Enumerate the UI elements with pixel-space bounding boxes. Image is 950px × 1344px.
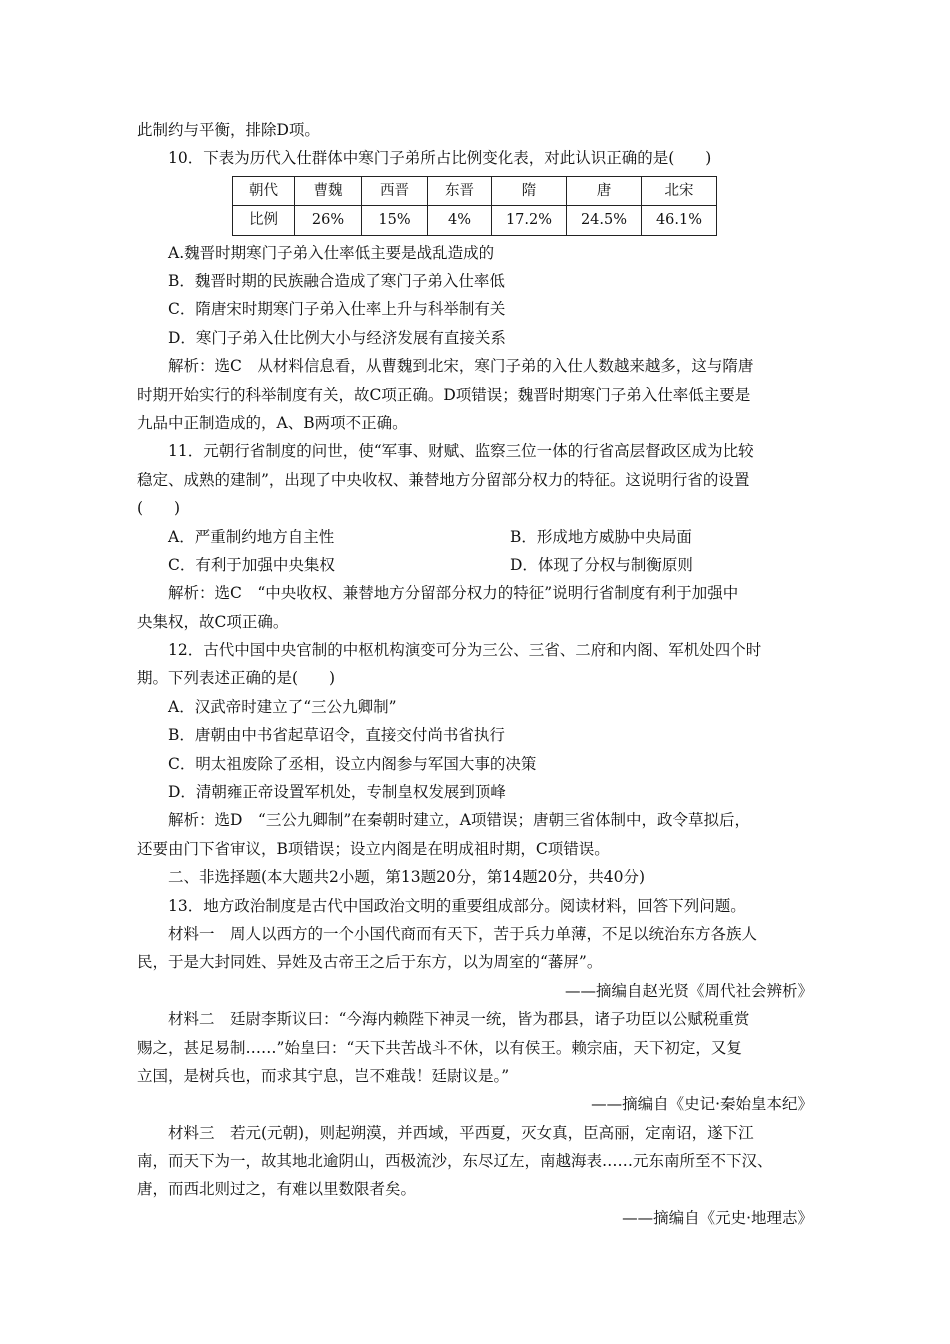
option-a: A.魏晋时期寒门子弟入仕率低主要是战乱造成的 <box>168 243 495 262</box>
option-b: B．形成地方威胁中央局面 <box>510 527 692 546</box>
table-header-row <box>233 176 717 205</box>
option-c: C．明太祖废除了丞相，设立内阁参与军国大事的决策 <box>168 754 537 773</box>
section-heading: 二、非选择题(本大题共2小题，第13题20分，第14题20分，共40分) <box>168 868 646 887</box>
table-cell: 东晋 <box>428 176 492 205</box>
table-cell: 24.5% <box>567 206 642 235</box>
material-source: ——摘编自赵光贤《周代社会辨析》 <box>564 981 813 1000</box>
question-12-stem: 期。下列表述正确的是( ) <box>137 669 336 688</box>
question-11-stem: 稳定、成熟的建制”，出现了中央收权、兼替地方分留部分权力的特征。这说明行省的设置 <box>137 470 750 489</box>
option-row <box>137 523 813 551</box>
material-one: 民，于是大封同姓、异姓及古帝王之后于东方，以为周室的“蕃屏”。 <box>137 953 603 972</box>
material-two: 立国，是树兵也，而求其宁息，岂不难哉！廷尉议是。” <box>137 1066 510 1085</box>
question-11-stem: ( ) <box>137 499 181 518</box>
option-c: C．有利于加强中央集权 <box>168 555 335 574</box>
material-two: 材料二 廷尉李斯议曰：“今海内赖陛下神灵一统，皆为郡县，诸子功臣以公赋税重赏 <box>168 1010 750 1029</box>
option-d: D．体现了分权与制衡原则 <box>510 555 693 574</box>
option-b: B．唐朝由中书省起草诏令，直接交付尚书省执行 <box>168 726 505 745</box>
question-10-stem: 10．下表为历代入仕群体中寒门子弟所占比例变化表，对此认识正确的是( ) <box>168 149 712 168</box>
material-three: 材料三 若元(元朝)，则起朔漠，并西域，平西夏，灭女真，臣高丽，定南诏，遂下江 <box>168 1123 754 1142</box>
material-three: 南，而天下为一，故其地北逾阴山，西极流沙，东尽辽左，南越海表……元东南所至不下汉、 <box>137 1152 773 1171</box>
option-a: A．严重制约地方自主性 <box>168 527 335 546</box>
answer-explanation: 解析：选C “中央收权、兼替地方分留部分权力的特征”说明行省制度有利于加强中 <box>168 584 739 603</box>
answer-explanation: 解析：选C 从材料信息看，从曹魏到北宋，寒门子弟的入仕人数越来越多，这与隋唐 <box>168 357 754 376</box>
document-body <box>137 116 813 1232</box>
answer-explanation: 还要由门下省审议，B项错误；设立内阁是在明成祖时期，C项错误。 <box>137 839 610 858</box>
option-row <box>137 551 813 579</box>
question-11-stem: 11．元朝行省制度的问世，使“军事、财赋、监察三位一体的行省高层督政区成为比较 <box>168 442 754 461</box>
dynasty-ratio-table <box>232 176 717 236</box>
table-cell: 唐 <box>567 176 642 205</box>
table-cell: 北宋 <box>642 176 717 205</box>
material-one: 材料一 周人以西方的一个小国代商而有天下，苦于兵力单薄，不足以统治东方各族人 <box>168 924 758 943</box>
option-b: B．魏晋时期的民族融合造成了寒门子弟入仕率低 <box>168 271 505 290</box>
material-three: 唐，而西北则过之，有难以里数限者矣。 <box>137 1180 417 1199</box>
option-c: C．隋唐宋时期寒门子弟入仕率上升与科举制有关 <box>168 300 506 319</box>
answer-explanation: 时期开始实行的科举制度有关，故C项正确。D项错误；魏晋时期寒门子弟入仕率低主要是 <box>137 385 751 404</box>
material-two: 赐之，甚足易制……”始皇曰：“天下共苦战斗不休，以有侯王。赖宗庙，天下初定，又复 <box>137 1038 742 1057</box>
table-cell: 朝代 <box>233 176 295 205</box>
option-d: D．清朝雍正帝设置军机处，专制皇权发展到顶峰 <box>168 783 506 802</box>
answer-explanation: 九品中正制造成的，A、B两项不正确。 <box>137 413 408 432</box>
table-cell: 17.2% <box>492 206 567 235</box>
question-12-stem: 12．古代中国中央官制的中枢机构演变可分为三公、三省、二府和内阁、军机处四个时 <box>168 641 762 660</box>
option-d: D．寒门子弟入仕比例大小与经济发展有直接关系 <box>168 328 506 347</box>
table-cell: 西晋 <box>362 176 428 205</box>
table-cell: 4% <box>428 206 492 235</box>
table-cell: 46.1% <box>642 206 717 235</box>
table-row <box>233 206 717 235</box>
table-cell: 曹魏 <box>295 176 362 205</box>
material-source: ——摘编自《元史·地理志》 <box>622 1208 813 1227</box>
question-13-stem: 13．地方政治制度是古代中国政治文明的重要组成部分。阅读材料，回答下列问题。 <box>168 896 746 915</box>
text-line: 此制约与平衡，排除D项。 <box>137 121 320 139</box>
table-cell: 比例 <box>233 206 295 235</box>
answer-explanation: 解析：选D “三公九卿制”在秦朝时建立，A项错误；唐朝三省体制中，政令草拟后， <box>168 811 750 830</box>
table-cell: 15% <box>362 206 428 235</box>
material-source: ——摘编自《史记·秦始皇本纪》 <box>591 1095 813 1114</box>
option-a: A．汉武帝时建立了“三公九卿制” <box>168 697 397 716</box>
table-cell: 隋 <box>492 176 567 205</box>
table-cell: 26% <box>295 206 362 235</box>
answer-explanation: 央集权，故C项正确。 <box>137 612 289 631</box>
